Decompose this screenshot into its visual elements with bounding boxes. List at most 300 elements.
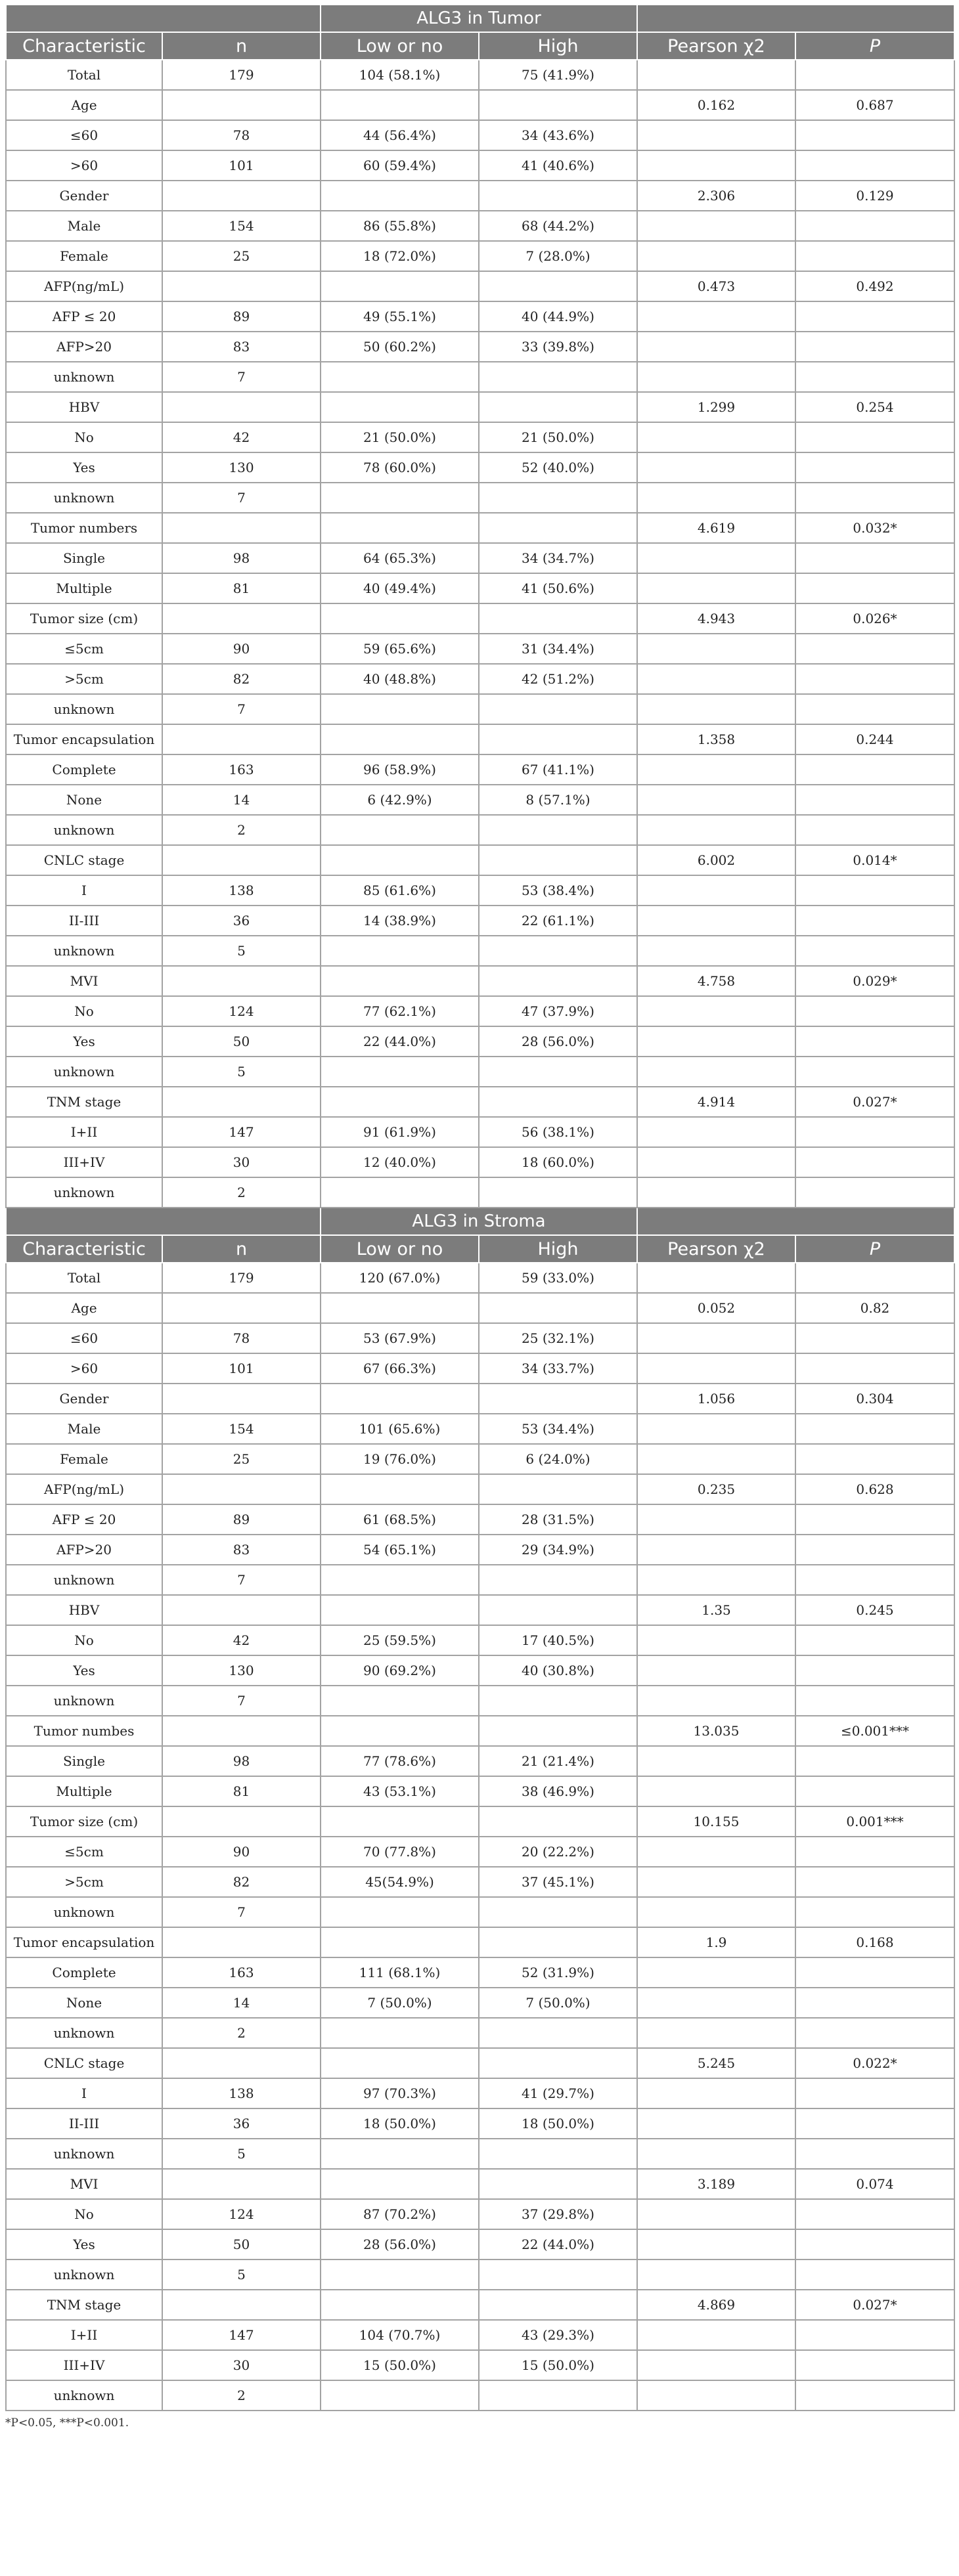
table-cell xyxy=(479,2048,637,2078)
table-cell: 40 (30.8%) xyxy=(479,1655,637,1686)
table-cell: 13.035 xyxy=(637,1716,795,1746)
table-cell: None xyxy=(6,1988,162,2018)
table-cell: 30 xyxy=(162,2350,321,2380)
table-cell: 130 xyxy=(162,452,321,483)
table-cell: Age xyxy=(6,90,162,120)
table-cell: 2.306 xyxy=(637,181,795,211)
table-cell xyxy=(795,2320,954,2350)
table-cell xyxy=(637,1323,795,1353)
table-row xyxy=(6,2048,954,2078)
section-title-row xyxy=(6,1208,954,1235)
table-cell: 81 xyxy=(162,1776,321,1806)
table-cell xyxy=(795,332,954,362)
table-cell xyxy=(637,1444,795,1474)
table-cell: CNLC stage xyxy=(6,845,162,875)
table-cell xyxy=(795,754,954,785)
table-cell: ≤0.001*** xyxy=(795,1716,954,1746)
table-cell xyxy=(162,2048,321,2078)
table-cell xyxy=(321,1565,479,1595)
table-cell xyxy=(321,362,479,392)
table-cell xyxy=(637,2108,795,2139)
table-cell xyxy=(637,694,795,724)
table-cell: Tumor encapsulation xyxy=(6,1927,162,1957)
table-row xyxy=(6,2078,954,2108)
table-cell xyxy=(795,1504,954,1535)
table-cell: 67 (41.1%) xyxy=(479,754,637,785)
table-cell: 53 (34.4%) xyxy=(479,1414,637,1444)
table-cell xyxy=(321,966,479,996)
table-cell xyxy=(479,1927,637,1957)
table-cell: 28 (56.0%) xyxy=(479,1026,637,1057)
table-cell xyxy=(795,2350,954,2380)
table-cell: 5 xyxy=(162,936,321,966)
table-cell: I xyxy=(6,2078,162,2108)
table-cell xyxy=(795,906,954,936)
table-cell: unknown xyxy=(6,483,162,513)
table-cell: 17 (40.5%) xyxy=(479,1625,637,1655)
table-cell: 61 (68.5%) xyxy=(321,1504,479,1535)
table-cell xyxy=(479,694,637,724)
table-cell: 124 xyxy=(162,2199,321,2229)
table-row xyxy=(6,483,954,513)
table-cell: 2 xyxy=(162,1177,321,1208)
table-row xyxy=(6,1474,954,1504)
table-cell: Single xyxy=(6,543,162,573)
table-cell: 50 xyxy=(162,1026,321,1057)
column-header: Pearson χ2 xyxy=(637,32,795,60)
table-cell xyxy=(162,2290,321,2320)
table-cell: 15 (50.0%) xyxy=(321,2350,479,2380)
table-cell xyxy=(321,936,479,966)
table-cell: 2 xyxy=(162,815,321,845)
table-cell: 82 xyxy=(162,664,321,694)
table-cell: 163 xyxy=(162,1957,321,1988)
table-cell: MVI xyxy=(6,966,162,996)
table-row xyxy=(6,1867,954,1897)
table-cell: 4.869 xyxy=(637,2290,795,2320)
table-cell xyxy=(795,1625,954,1655)
table-cell xyxy=(795,1746,954,1776)
table-cell: 7 (50.0%) xyxy=(479,1988,637,2018)
table-cell: Multiple xyxy=(6,573,162,603)
table-cell: 7 xyxy=(162,694,321,724)
column-header: P xyxy=(795,1235,954,1263)
table-cell xyxy=(795,815,954,845)
table-cell xyxy=(637,2018,795,2048)
table-cell xyxy=(795,120,954,150)
table-cell xyxy=(795,875,954,906)
section-title-spacer xyxy=(6,1208,321,1235)
table-cell: 25 xyxy=(162,1444,321,1474)
table-row xyxy=(6,2290,954,2320)
table-cell xyxy=(795,241,954,271)
table-cell xyxy=(637,422,795,452)
table-row xyxy=(6,332,954,362)
table-cell xyxy=(637,241,795,271)
table-cell: 53 (67.9%) xyxy=(321,1323,479,1353)
table-row xyxy=(6,513,954,543)
table-cell: Age xyxy=(6,1293,162,1323)
table-row xyxy=(6,2169,954,2199)
table-cell xyxy=(637,1504,795,1535)
table-cell: ≤5cm xyxy=(6,634,162,664)
table-cell xyxy=(637,875,795,906)
table-row xyxy=(6,1147,954,1177)
table-cell: 56 (38.1%) xyxy=(479,1117,637,1147)
table-cell xyxy=(637,301,795,332)
table-cell: 12 (40.0%) xyxy=(321,1147,479,1177)
table-row xyxy=(6,1444,954,1474)
table-row xyxy=(6,422,954,452)
table-cell xyxy=(795,936,954,966)
table-row xyxy=(6,2229,954,2259)
table-cell xyxy=(795,150,954,181)
table-row xyxy=(6,1057,954,1087)
table-cell: 90 xyxy=(162,1837,321,1867)
table-cell xyxy=(321,1595,479,1625)
table-cell xyxy=(321,1927,479,1957)
table-cell: 6 (42.9%) xyxy=(321,785,479,815)
table-row xyxy=(6,1988,954,2018)
table-cell: 83 xyxy=(162,332,321,362)
table-cell xyxy=(795,1837,954,1867)
table-cell: 85 (61.6%) xyxy=(321,875,479,906)
table-cell: 90 xyxy=(162,634,321,664)
table-cell: II-III xyxy=(6,2108,162,2139)
table-cell: ≤60 xyxy=(6,120,162,150)
table-row xyxy=(6,845,954,875)
table-cell: 37 (45.1%) xyxy=(479,1867,637,1897)
table-cell: 19 (76.0%) xyxy=(321,1444,479,1474)
table-cell xyxy=(479,90,637,120)
table-cell xyxy=(637,634,795,664)
table-cell xyxy=(321,90,479,120)
table-row xyxy=(6,271,954,301)
table-cell: 1.299 xyxy=(637,392,795,422)
table-cell xyxy=(479,392,637,422)
table-cell: 21 (50.0%) xyxy=(479,422,637,452)
table-row xyxy=(6,1504,954,1535)
table-row xyxy=(6,1927,954,1957)
table-cell: 43 (29.3%) xyxy=(479,2320,637,2350)
table-cell: 1.056 xyxy=(637,1384,795,1414)
table-cell: 0.473 xyxy=(637,271,795,301)
table-cell: 43 (53.1%) xyxy=(321,1776,479,1806)
table-cell: 18 (50.0%) xyxy=(479,2108,637,2139)
table-cell xyxy=(637,1655,795,1686)
table-cell: 86 (55.8%) xyxy=(321,211,479,241)
table-cell: 82 xyxy=(162,1867,321,1897)
table-cell: unknown xyxy=(6,2380,162,2411)
table-cell xyxy=(479,1057,637,1087)
table-cell: 87 (70.2%) xyxy=(321,2199,479,2229)
table-row xyxy=(6,966,954,996)
table-cell xyxy=(795,2018,954,2048)
table-row xyxy=(6,754,954,785)
table-cell xyxy=(321,1293,479,1323)
table-cell: No xyxy=(6,996,162,1026)
table-cell: 52 (31.9%) xyxy=(479,1957,637,1988)
table-row xyxy=(6,724,954,754)
table-cell xyxy=(321,694,479,724)
table-cell: Male xyxy=(6,211,162,241)
table-cell: Tumor encapsulation xyxy=(6,724,162,754)
table-cell: 0.022* xyxy=(795,2048,954,2078)
table-cell xyxy=(162,1927,321,1957)
table-cell xyxy=(795,1057,954,1087)
table-cell xyxy=(321,1716,479,1746)
table-row xyxy=(6,1625,954,1655)
table-cell: 14 xyxy=(162,1988,321,2018)
table-cell xyxy=(637,1957,795,1988)
column-header: High xyxy=(479,32,637,60)
table-row xyxy=(6,573,954,603)
table-cell: 78 (60.0%) xyxy=(321,452,479,483)
table-cell: I+II xyxy=(6,2320,162,2350)
table-cell: unknown xyxy=(6,815,162,845)
table-cell xyxy=(479,2290,637,2320)
table-cell: 6.002 xyxy=(637,845,795,875)
table-cell xyxy=(637,452,795,483)
table-row xyxy=(6,603,954,634)
table-cell xyxy=(637,1147,795,1177)
table-row xyxy=(6,1746,954,1776)
section-title-row xyxy=(6,5,954,32)
table-row xyxy=(6,452,954,483)
table-cell: 0.304 xyxy=(795,1384,954,1414)
table-cell xyxy=(637,1776,795,1806)
table-cell xyxy=(795,1565,954,1595)
table-cell: unknown xyxy=(6,362,162,392)
table-row xyxy=(6,1414,954,1444)
table-cell: 147 xyxy=(162,2320,321,2350)
table-cell xyxy=(795,1897,954,1927)
table-cell: AFP(ng/mL) xyxy=(6,1474,162,1504)
table-cell: unknown xyxy=(6,1686,162,1716)
table-cell xyxy=(479,845,637,875)
table-cell: 36 xyxy=(162,2108,321,2139)
table-cell: 0.029* xyxy=(795,966,954,996)
table-cell xyxy=(479,1565,637,1595)
table-cell: 75 (41.9%) xyxy=(479,60,637,90)
table-row xyxy=(6,1776,954,1806)
table-cell: 0.027* xyxy=(795,2290,954,2320)
table-cell xyxy=(479,1293,637,1323)
table-cell: 15 (50.0%) xyxy=(479,2350,637,2380)
table-cell xyxy=(795,211,954,241)
table-cell: 34 (43.6%) xyxy=(479,120,637,150)
table-cell xyxy=(795,301,954,332)
table-cell xyxy=(321,2259,479,2290)
table-cell: Complete xyxy=(6,754,162,785)
table-cell: No xyxy=(6,1625,162,1655)
table-cell xyxy=(479,2018,637,2048)
table-cell: 0.074 xyxy=(795,2169,954,2199)
table-cell: 4.914 xyxy=(637,1087,795,1117)
table-cell: Complete xyxy=(6,1957,162,1988)
table-cell: 40 (49.4%) xyxy=(321,573,479,603)
table-row xyxy=(6,634,954,664)
table-cell: 138 xyxy=(162,2078,321,2108)
table-cell: 98 xyxy=(162,1746,321,1776)
table-cell: 2 xyxy=(162,2018,321,2048)
table-cell: 42 xyxy=(162,422,321,452)
table-cell: 40 (48.8%) xyxy=(321,664,479,694)
table-cell: II-III xyxy=(6,906,162,936)
table-row xyxy=(6,1026,954,1057)
table-cell xyxy=(795,664,954,694)
table-cell xyxy=(321,1087,479,1117)
table-cell xyxy=(479,603,637,634)
table-cell: 0.168 xyxy=(795,1927,954,1957)
table-cell: 7 (50.0%) xyxy=(321,1988,479,2018)
table-body xyxy=(6,5,954,2411)
table-cell xyxy=(795,1323,954,1353)
table-cell: 6 (24.0%) xyxy=(479,1444,637,1474)
table-cell xyxy=(321,2169,479,2199)
table-cell xyxy=(795,573,954,603)
table-cell: No xyxy=(6,422,162,452)
table-cell: 28 (31.5%) xyxy=(479,1504,637,1535)
table-cell xyxy=(321,845,479,875)
table-cell xyxy=(637,785,795,815)
table-cell xyxy=(795,634,954,664)
table-cell: 21 (50.0%) xyxy=(321,422,479,452)
table-row xyxy=(6,996,954,1026)
table-row xyxy=(6,241,954,271)
table-cell: >60 xyxy=(6,1353,162,1384)
table-cell xyxy=(479,1177,637,1208)
table-cell: AFP>20 xyxy=(6,332,162,362)
section-title-spacer xyxy=(637,1208,954,1235)
table-cell: 0.052 xyxy=(637,1293,795,1323)
table-row xyxy=(6,785,954,815)
table-cell: MVI xyxy=(6,2169,162,2199)
table-cell: 33 (39.8%) xyxy=(479,332,637,362)
table-cell: 34 (33.7%) xyxy=(479,1353,637,1384)
table-row xyxy=(6,2139,954,2169)
table-cell: 78 xyxy=(162,1323,321,1353)
table-cell: 0.014* xyxy=(795,845,954,875)
table-cell: CNLC stage xyxy=(6,2048,162,2078)
table-row xyxy=(6,1655,954,1686)
table-cell xyxy=(321,724,479,754)
table-cell xyxy=(795,1147,954,1177)
section-title-spacer xyxy=(6,5,321,32)
table-cell xyxy=(321,271,479,301)
table-cell: 40 (44.9%) xyxy=(479,301,637,332)
table-cell xyxy=(479,271,637,301)
column-header: High xyxy=(479,1235,637,1263)
table-cell xyxy=(795,2380,954,2411)
table-cell: 47 (37.9%) xyxy=(479,996,637,1026)
table-cell xyxy=(795,1535,954,1565)
table-cell: 44 (56.4%) xyxy=(321,120,479,150)
table-cell xyxy=(637,2320,795,2350)
table-cell xyxy=(479,1595,637,1625)
table-row xyxy=(6,362,954,392)
table-cell: 25 (59.5%) xyxy=(321,1625,479,1655)
table-cell xyxy=(637,1837,795,1867)
table-cell: 77 (78.6%) xyxy=(321,1746,479,1776)
table-cell xyxy=(321,2380,479,2411)
table-cell: 22 (44.0%) xyxy=(321,1026,479,1057)
table-cell: Tumor size (cm) xyxy=(6,603,162,634)
table-row xyxy=(6,181,954,211)
table-row xyxy=(6,2320,954,2350)
table-cell xyxy=(162,845,321,875)
table-cell xyxy=(637,120,795,150)
table-cell xyxy=(321,1057,479,1087)
table-cell xyxy=(637,1414,795,1444)
table-cell: Total xyxy=(6,1263,162,1293)
table-cell: 1.358 xyxy=(637,724,795,754)
table-cell xyxy=(479,815,637,845)
table-row xyxy=(6,906,954,936)
table-cell xyxy=(162,2169,321,2199)
table-cell: III+IV xyxy=(6,2350,162,2380)
table-cell xyxy=(162,271,321,301)
table-cell: Female xyxy=(6,1444,162,1474)
table-footnote: *P<0.05, ***P<0.001. xyxy=(5,2416,129,2430)
table-cell xyxy=(479,2380,637,2411)
column-header: Low or no xyxy=(321,1235,479,1263)
table-cell: 50 (60.2%) xyxy=(321,332,479,362)
table-row xyxy=(6,90,954,120)
table-row xyxy=(6,392,954,422)
table-cell: 22 (61.1%) xyxy=(479,906,637,936)
table-cell: 53 (38.4%) xyxy=(479,875,637,906)
table-cell xyxy=(637,1897,795,1927)
table-cell: unknown xyxy=(6,1177,162,1208)
table-cell: 89 xyxy=(162,301,321,332)
table-cell: 111 (68.1%) xyxy=(321,1957,479,1988)
table-cell xyxy=(795,543,954,573)
table-cell: 0.032* xyxy=(795,513,954,543)
table-cell: 78 xyxy=(162,120,321,150)
table-cell xyxy=(637,1117,795,1147)
table-cell: 31 (34.4%) xyxy=(479,634,637,664)
table-cell xyxy=(795,2229,954,2259)
table-cell: None xyxy=(6,785,162,815)
table-cell: 4.758 xyxy=(637,966,795,996)
table-cell xyxy=(162,1595,321,1625)
table-cell: 10.155 xyxy=(637,1806,795,1837)
table-cell: Tumor numbes xyxy=(6,1716,162,1746)
table-cell: unknown xyxy=(6,2259,162,2290)
table-cell xyxy=(795,1655,954,1686)
table-cell: I xyxy=(6,875,162,906)
table-cell xyxy=(795,1026,954,1057)
table-cell: 3.189 xyxy=(637,2169,795,2199)
table-cell: 45(54.9%) xyxy=(321,1867,479,1897)
table-cell xyxy=(479,724,637,754)
table-row xyxy=(6,150,954,181)
column-header: n xyxy=(162,32,321,60)
table-cell: 104 (58.1%) xyxy=(321,60,479,90)
table-cell xyxy=(795,2259,954,2290)
table-cell: Multiple xyxy=(6,1776,162,1806)
table-cell: 41 (50.6%) xyxy=(479,573,637,603)
table-cell: 18 (60.0%) xyxy=(479,1147,637,1177)
table-cell xyxy=(162,966,321,996)
table-cell: 59 (65.6%) xyxy=(321,634,479,664)
table-cell xyxy=(321,2048,479,2078)
table-cell xyxy=(637,60,795,90)
table-cell: 1.9 xyxy=(637,1927,795,1957)
table-cell xyxy=(479,1474,637,1504)
table-cell xyxy=(162,181,321,211)
